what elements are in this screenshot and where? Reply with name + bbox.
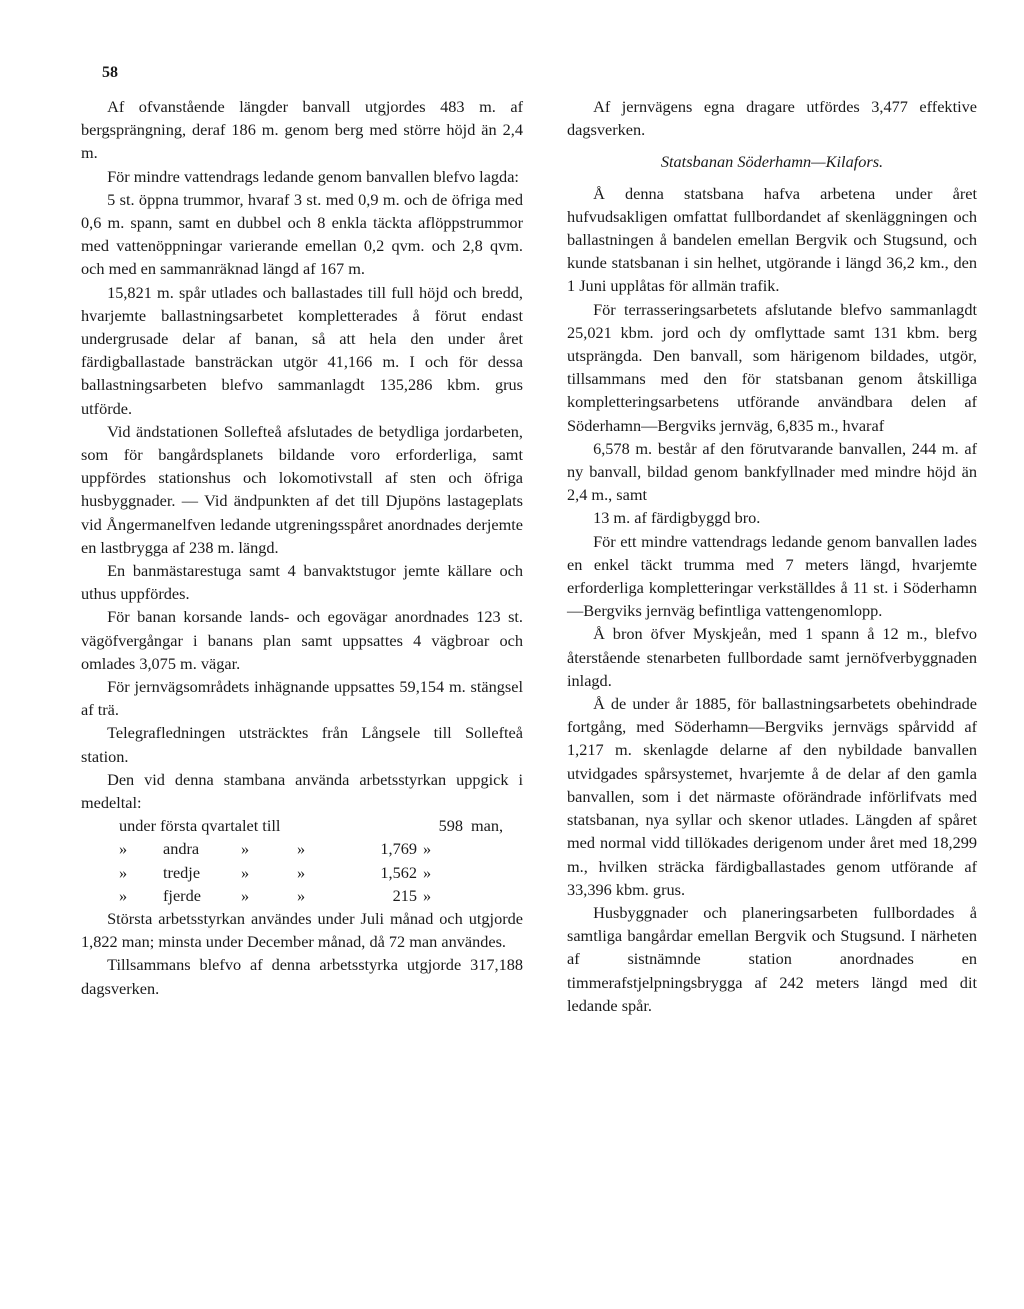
- ditto-mark: »: [119, 839, 128, 859]
- ditto-mark: »: [423, 862, 432, 882]
- workforce-value: 1,769: [380, 839, 417, 859]
- ditto-mark: »: [119, 862, 128, 882]
- workforce-value: 1,562: [380, 862, 417, 882]
- ditto-mark: »: [241, 862, 250, 882]
- paragraph: Telegrafledningen utsträcktes från Långsele till Sollefteå station.: [81, 723, 523, 766]
- paragraph: Å denna statsbana hafva arbetena under året hufvudsakligen omfattat fullbordandet af skenläggningen och ballastningen å bandelen emellan Bergvik och Stugsund, och kunde statsbanan i sin helhet, utgörande i längd 36,2 km., den 1 Juni upplåtas för allmän trafik.: [567, 183, 977, 296]
- paragraph: En banmästarestuga samt 4 banvaktstugor jemte källare och uthus uppfördes.: [81, 561, 523, 604]
- page-number: 58: [102, 64, 118, 81]
- paragraph: 6,578 m. består af den förutvarande banvallen, 244 m. af ny banvall, bildad genom bankfyllnader med mindre höjd än 2,4 m., samt: [567, 438, 977, 505]
- paragraph: Af jernvägens egna dragare utfördes 3,477 effektive dagsverken.: [567, 97, 977, 140]
- ditto-mark: »: [241, 885, 250, 905]
- paragraph: För ett mindre vattendrags ledande genom banvallen lades en enkel täckt trumma med 7 meters längd, hvarjemte erforderliga kompletteringar verkställdes å 11 st. i Söderhamn—Bergviks jernväg befintliga vattengenomlopp.: [567, 531, 977, 621]
- paragraph: 15,821 m. spår utlades och ballastades till full höjd och bredd, hvarjemte ballastningsarbetet kompletterades å förut endast undergrusade delar af banan, så att hela den under året färdigballastade bansträckan utgör 41,166 m. I och för dessa ballastningsarbeten blefvo sammanlagdt 135,286 kbm. grus utförde.: [81, 282, 523, 418]
- workforce-table: [81, 814, 523, 907]
- workforce-row: [119, 814, 523, 837]
- left-column: [81, 95, 523, 1000]
- paragraph: För jernvägsområdets inhägnande uppsattes 59,154 m. stängsel af trä.: [81, 677, 523, 720]
- ditto-mark: »: [423, 839, 432, 859]
- paragraph: Den vid denna stambana använda arbetsstyrkan uppgick i medeltal:: [81, 769, 523, 813]
- paragraph: För banan korsande lands- och egovägar anordnades 123 st. vägöfvergångar i banans plan samt uppsattes 4 vägbroar och omlades 3,075 m. vägar.: [81, 607, 523, 673]
- workforce-unit: man,: [471, 816, 504, 836]
- ditto-mark: »: [423, 885, 432, 905]
- ditto-mark: »: [297, 885, 306, 905]
- workforce-row: [119, 837, 523, 860]
- workforce-row: [119, 884, 523, 907]
- paragraph: Vid ändstationen Sollefteå afslutades de betydliga jordarbeten, som för bangårdsplanets bildande voro erforderliga, samt uppfördes stationshus och lokomotivstall af sten och öfriga husbyggnader. — Vid ändpunkten af det till Djupöns lastageplats vid Ångermanelfven ledande utgreningsspåret anordnades derjemte en lastbrygga af 238 m. längd.: [81, 421, 523, 557]
- quarter-label: andra: [163, 839, 200, 859]
- workforce-value: 598: [438, 816, 463, 836]
- right-column: [567, 95, 977, 1017]
- paragraph: För mindre vattendrags ledande genom banvallen blefvo lagda:: [107, 166, 519, 186]
- paragraph: Största arbetsstyrkan användes under Juli månad och utgjorde 1,822 man; minsta under December månad, då 72 man användes.: [81, 909, 523, 952]
- ditto-mark: »: [297, 862, 306, 882]
- paragraph: Af ofvanstående längder banvall utgjordes 483 m. af bergsprängning, deraf 186 m. genom berg med större höjd än 2,4 m.: [81, 97, 523, 163]
- workforce-value: 215: [392, 885, 417, 905]
- paragraph: Å bron öfver Myskjeån, med 1 spann å 12 m., blefvo återstående stenarbeten fullbordade samt jernöfverbyggnaden inlagd.: [567, 624, 977, 690]
- ditto-mark: »: [297, 839, 306, 859]
- workforce-label: under första qvartalet till: [119, 816, 281, 836]
- ditto-mark: »: [241, 839, 250, 859]
- paragraph: 5 st. öppna trummor, hvaraf 3 st. med 0,9 m. och de öfriga med 0,6 m. spann, samt en dubbel och 8 enkla täckta aflöppstrummor med vattenöppningar varierande emellan 0,2 qvm. och 2,8 qvm. och med en sammanräknad längd af 167 m.: [81, 189, 523, 279]
- paragraph: Å de under år 1885, för ballastningsarbetets obehindrade fortgång, med Söderhamn—Bergviks jernvägs spårvidd af 1,217 m. skenlagde delarne af den nybildade banvallen utvidgades spårsystemet, hvarjemte å de delar af den gamla banvallen, som i det närmaste oförändrade införlifvats med statsbanan, nya syllar och skenor utlades. Längden af spåret med normal vidd tillökades derigenom under året med 18,299 m., hvilken sträcka färdigballastades genom utförande af 33,396 kbm. grus.: [567, 694, 977, 899]
- paragraph: Tillsammans blefvo af denna arbetsstyrka utgjorde 317,188 dagsverken.: [81, 955, 523, 998]
- section-heading: Statsbanan Söderhamn—Kilafors.: [660, 152, 884, 172]
- quarter-label: fjerde: [163, 885, 201, 905]
- ditto-mark: »: [119, 885, 128, 905]
- quarter-label: tredje: [163, 862, 201, 882]
- paragraph: 13 m. af färdigbyggd bro.: [593, 508, 761, 528]
- paragraph: För terrasseringsarbetets afslutande blefvo sammanlagdt 25,021 kbm. jord och dy omflyttade samt 131 kbm. berg utsprängda. Den banvall, som härigenom bildades, utgör, tillsammans med den för statsbanan genom åtskilliga kompletteringsarbetens utförande användbara delen af Söderhamn—Bergviks jernväg, 6,835 m., hvaraf: [567, 299, 977, 435]
- workforce-row: [119, 861, 523, 884]
- paragraph: Husbyggnader och planeringsarbeten fullbordades å samtliga bangårdar emellan Bergvik och Stugsund. I närheten af sistnämnde station anordnades en timmerafstjelpningsbrygga af 242 meters längd med dit ledande spår.: [567, 902, 977, 1015]
